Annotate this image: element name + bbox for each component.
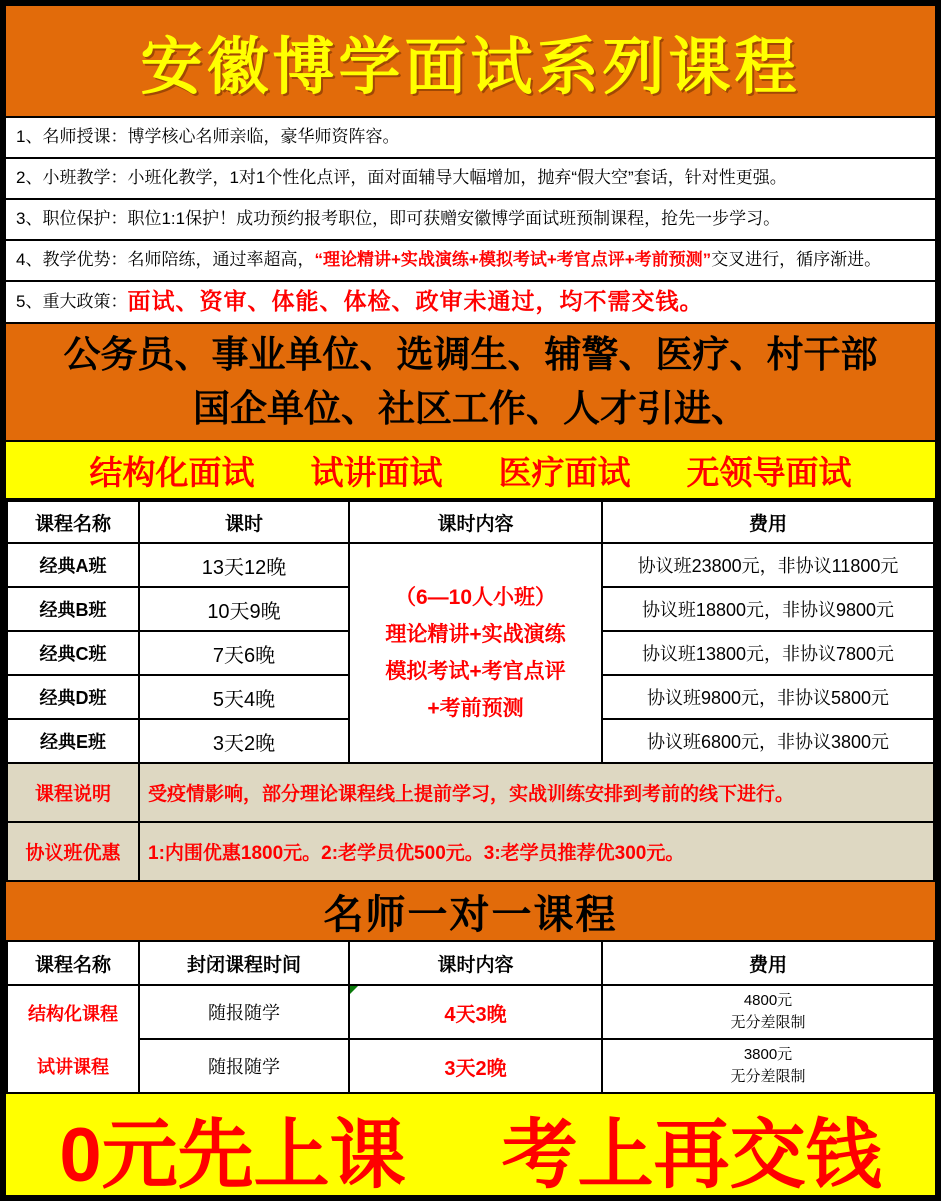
audience-banner — [6, 324, 935, 440]
feature-text: 交叉进行，循序渐进。 — [711, 250, 882, 270]
table-row — [7, 1039, 934, 1093]
feature-text: 博学核心名师亲临，豪华师资阵容。 — [127, 127, 400, 147]
header2-course-name: 课程名称 — [7, 941, 139, 985]
feature-row-5 — [6, 282, 935, 324]
course-table-header-row — [7, 501, 934, 543]
course-fee-a: 协议班23800元，非协议11800元 — [602, 543, 934, 587]
course-hours-a: 13天12晚 — [139, 543, 349, 587]
page-title: 安徽博学面试系列课程 — [140, 32, 801, 102]
fee-amount: 4800元 — [743, 992, 793, 1010]
one-on-one-fee-2 — [602, 1039, 934, 1093]
header-content: 课时内容 — [349, 501, 602, 543]
title-banner — [6, 6, 935, 118]
content-line-1: （6—10人小班） — [394, 586, 557, 609]
slogan-part-1: 0元先上课 — [59, 1113, 406, 1198]
discount-note-row — [7, 822, 934, 881]
one-on-one-course-names-cell — [7, 985, 139, 1093]
course-name-a: 经典A班 — [7, 543, 139, 587]
feature-highlight: 面试、资审、体能、体检、政审未通过，均不需交钱。 — [127, 288, 704, 315]
course-name-lecture: 试讲课程 — [37, 1056, 109, 1077]
note-label-description: 课程说明 — [7, 763, 139, 822]
course-name-c: 经典C班 — [7, 631, 139, 675]
header-hours: 课时 — [139, 501, 349, 543]
one-on-one-duration-2 — [349, 1039, 602, 1093]
type-lecture: 试讲面试 — [310, 453, 443, 491]
course-hours-d: 5天4晚 — [139, 675, 349, 719]
content-line-2: 理论精讲+实战演练 — [385, 623, 566, 646]
note-text-description: 受疫情影响，部分理论课程线上提前学习，实战训练安排到考前的线下进行。 — [139, 763, 934, 822]
audience-line-1: 公务员、事业单位、选调生、辅警、医疗、村干部 — [63, 334, 878, 375]
course-name-structured: 结构化课程 — [28, 1003, 118, 1024]
table-row — [7, 985, 934, 1039]
feature-text: 职位1:1保护！成功预约报考职位，即可获赠安徽博学面试班预制课程，抢先一步学习。 — [127, 209, 781, 229]
feature-label: 2、小班教学： — [16, 168, 128, 188]
feature-highlight: “理论精讲+实战演练+模拟考试+考官点评+考前预测” — [314, 250, 712, 270]
course-table — [6, 500, 935, 882]
course-name-b: 经典B班 — [7, 587, 139, 631]
header2-fee: 费用 — [602, 941, 934, 985]
feature-row-4 — [6, 241, 935, 282]
one-on-one-time-1: 随报随学 — [139, 985, 349, 1039]
course-hours-e: 3天2晚 — [139, 719, 349, 763]
content-line-4: +考前预测 — [427, 697, 524, 720]
feature-text: 名师陪练，通过率超高， — [127, 250, 315, 270]
fee-amount: 3800元 — [743, 1046, 793, 1064]
bottom-slogan-banner — [6, 1094, 935, 1201]
course-note-row — [7, 763, 934, 822]
course-content-merged-cell — [349, 543, 602, 763]
feature-label: 1、名师授课： — [16, 127, 128, 147]
one-on-one-header-row — [7, 941, 934, 985]
one-on-one-banner — [6, 882, 935, 940]
feature-label: 4、教学优势： — [16, 250, 128, 270]
type-medical: 医疗面试 — [498, 453, 631, 491]
course-fee-b: 协议班18800元，非协议9800元 — [602, 587, 934, 631]
course-fee-e: 协议班6800元，非协议3800元 — [602, 719, 934, 763]
table-row — [7, 543, 934, 587]
one-on-one-table — [6, 940, 935, 1094]
one-on-one-banner-title: 名师一对一课程 — [323, 892, 618, 937]
type-structured: 结构化面试 — [89, 453, 255, 491]
feature-label: 5、重大政策： — [16, 291, 128, 311]
feature-row-3 — [6, 200, 935, 241]
course-fee-d: 协议班9800元，非协议5800元 — [602, 675, 934, 719]
one-on-one-duration-1 — [349, 985, 602, 1039]
header2-time: 封闭课程时间 — [139, 941, 349, 985]
header-fee: 费用 — [602, 501, 934, 543]
note-text-discount: 1:内围优惠1800元。2:老学员优500元。3:老学员推荐优300元。 — [139, 822, 934, 881]
course-fee-c: 协议班13800元，非协议7800元 — [602, 631, 934, 675]
one-on-one-time-2: 随报随学 — [139, 1039, 349, 1093]
interview-types-banner — [6, 440, 935, 500]
header2-content: 课时内容 — [349, 941, 602, 985]
course-hours-c: 7天6晚 — [139, 631, 349, 675]
type-leaderless: 无领导面试 — [686, 453, 852, 491]
slogan-part-2: 考上再交钱 — [501, 1113, 882, 1198]
fee-condition: 无分差限制 — [730, 1068, 806, 1085]
one-on-one-fee-1 — [602, 985, 934, 1039]
feature-text: 小班化教学，1对1个性化点评，面对面辅导大幅增加，抛弃“假大空”套话，针对性更强。 — [127, 168, 787, 188]
duration-text: 3天2晚 — [444, 1057, 507, 1080]
fee-condition: 无分差限制 — [730, 1014, 806, 1031]
feature-row-1 — [6, 118, 935, 159]
course-name-d: 经典D班 — [7, 675, 139, 719]
course-name-e: 经典E班 — [7, 719, 139, 763]
feature-row-2 — [6, 159, 935, 200]
feature-label: 3、职位保护： — [16, 209, 128, 229]
duration-text: 4天3晚 — [444, 1003, 507, 1026]
course-hours-b: 10天9晚 — [139, 587, 349, 631]
excel-error-indicator-icon — [350, 986, 358, 994]
content-line-3: 模拟考试+考官点评 — [385, 660, 566, 683]
header-course-name: 课程名称 — [7, 501, 139, 543]
audience-line-2: 国企单位、社区工作、人才引进、 — [193, 388, 748, 429]
note-label-discount: 协议班优惠 — [7, 822, 139, 881]
